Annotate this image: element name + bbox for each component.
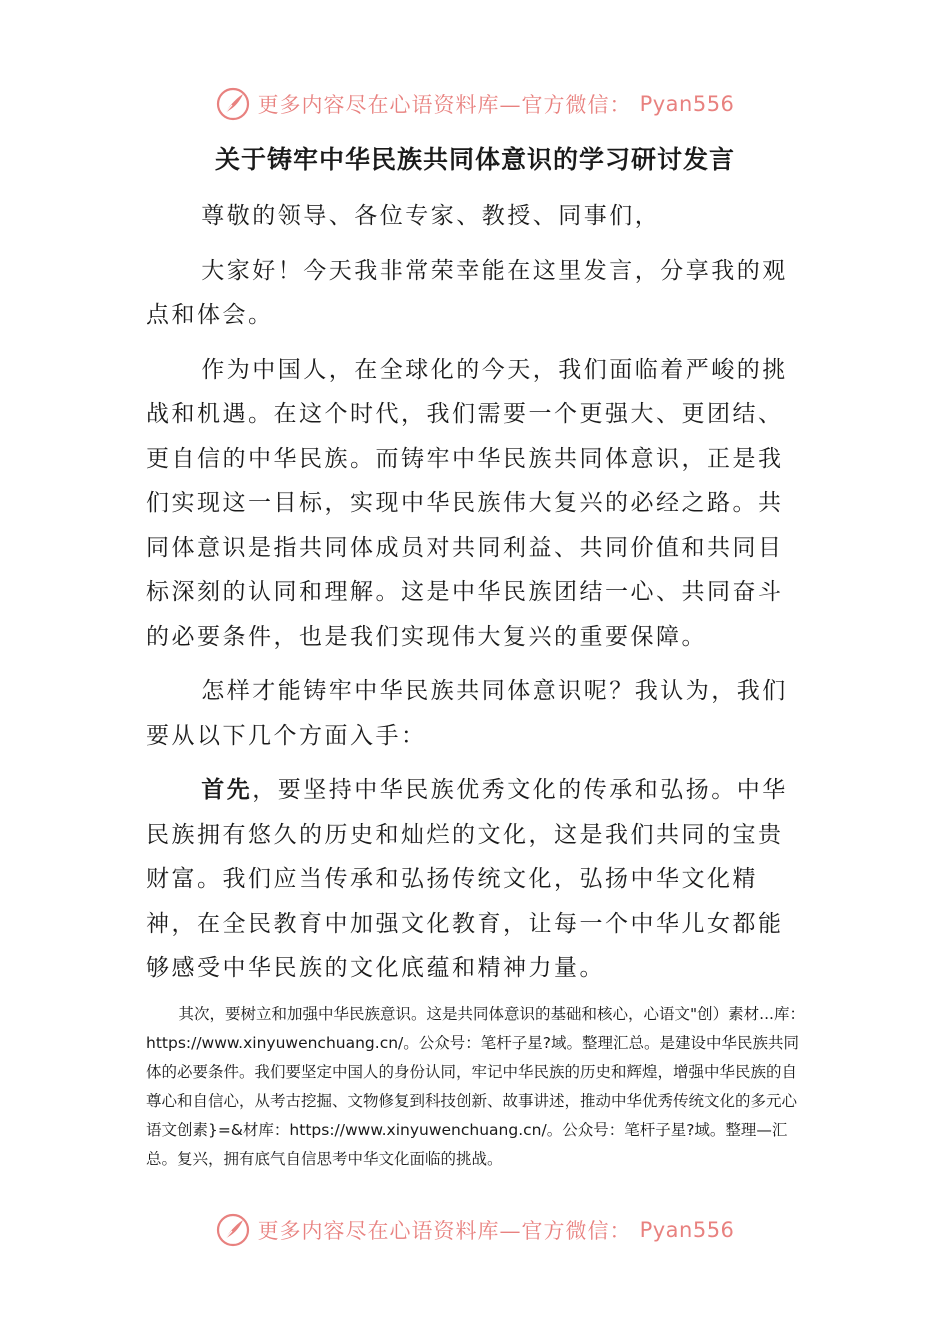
document-body: [146, 194, 794, 1001]
first-point-text: ，要坚持中华民族优秀文化的传承和弘扬。中华民族拥有悠久的历史和灿烂的文化，这是我们共同的宝贵财富。我们应当传承和弘扬传统文化，弘扬中华文化精神，在全民教育中加强文化教育，让每一个中华儿女都能够感受中华民族的文化底蕴和精神力量。: [146, 777, 788, 981]
watermark-header: [0, 82, 950, 126]
quill-pen-icon: [216, 1213, 250, 1247]
paragraph-intro: 作为中国人，在全球化的今天，我们面临着严峻的挑战和机遇。在这个时代，我们需要一个更强大、更团结、更自信的中华民族。而铸牢中华民族共同体意识，正是我们实现这一目标，实现中华民族伟大复兴的必经之路。共同体意识是指共同体成员对共同利益、共同价值和共同目标深刻的认同和理解。这是中华民族团结一心、共同奋斗的必要条件，也是我们实现伟大复兴的重要保障。: [146, 356, 788, 650]
watermark-text: 更多内容尽在心语资料库—官方微信：: [257, 1219, 632, 1243]
paragraph-first-point: [146, 768, 794, 991]
paragraph-question: 怎样才能铸牢中华民族共同体意识呢？我认为，我们要从以下几个方面入手：: [146, 678, 788, 749]
first-point-lead: 首先: [201, 776, 253, 803]
watermark-wechat-id: Pyan556: [639, 92, 735, 116]
paragraph-greeting: 大家好！今天我非常荣幸能在这里发言，分享我的观点和体会。: [146, 257, 788, 328]
watermark-footer: [0, 1208, 950, 1252]
watermark-text: 更多内容尽在心语资料库—官方微信：: [257, 93, 632, 117]
watermark-wechat-id: Pyan556: [639, 1218, 735, 1242]
document-title: 关于铸牢中华民族共同体意识的学习研讨发言: [214, 145, 735, 174]
paragraph-salutation: 尊敬的领导、各位专家、教授、同事们，: [201, 203, 661, 229]
quill-pen-icon: [216, 87, 250, 121]
paragraph-second-point: 其次，要树立和加强中华民族意识。这是共同体意识的基础和核心，心语文"创）素材...库：https://www.xinyuwenchuang.cn/。公众号：笔杆子星?域。整理汇总。是建设中华民族共同体的必要条件。我们要坚定中国人的身份认同，牢记中华民族的历史和辉煌，增强中华民族的自尊心和自信心，从考古挖掘、文物修复到科技创新、故事讲述，推动中华优秀传统文化的多元心语文创素}=&材库：https://www.xinyuwenchuang.cn/。公众号：笔杆子星?域。整理—汇总。复兴，拥有底气自信思考中华文化面临的挑战。: [146, 1005, 805, 1168]
